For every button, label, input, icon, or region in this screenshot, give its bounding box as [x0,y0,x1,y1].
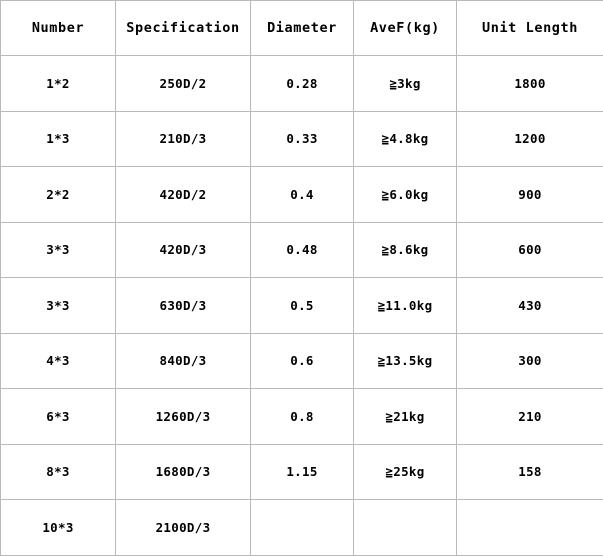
cell-specification: 420D/3 [116,222,251,278]
table-row [1,500,603,556]
cell-avef: ≧6.0kg [354,167,457,223]
table-row [1,111,603,167]
cell-diameter: 0.6 [251,333,354,389]
cell-diameter: 0.33 [251,111,354,167]
column-header-diameter: Diameter [251,1,354,56]
column-header-number: Number [1,1,116,56]
cell-avef: ≧21kg [354,389,457,445]
cell-unit-length: 600 [457,222,603,278]
cell-unit-length: 158 [457,444,603,500]
cell-unit-length: 210 [457,389,603,445]
cell-unit-length: 1800 [457,56,603,112]
cell-unit-length: 430 [457,278,603,334]
cell-diameter: 0.5 [251,278,354,334]
cell-diameter: 0.4 [251,167,354,223]
cell-number: 8*3 [1,444,116,500]
table-header-row [1,1,603,56]
cell-number: 1*2 [1,56,116,112]
cell-specification: 840D/3 [116,333,251,389]
cell-diameter: 0.8 [251,389,354,445]
table-row [1,222,603,278]
cell-specification: 210D/3 [116,111,251,167]
cell-specification: 420D/2 [116,167,251,223]
cell-unit-length [457,500,603,556]
cell-number: 3*3 [1,222,116,278]
cell-unit-length: 300 [457,333,603,389]
table-row [1,278,603,334]
cell-number: 2*2 [1,167,116,223]
table-row [1,56,603,112]
cell-specification: 630D/3 [116,278,251,334]
cell-unit-length: 900 [457,167,603,223]
cell-diameter: 1.15 [251,444,354,500]
cell-number: 6*3 [1,389,116,445]
cell-number: 3*3 [1,278,116,334]
cell-specification: 1680D/3 [116,444,251,500]
cell-avef: ≧8.6kg [354,222,457,278]
cell-number: 1*3 [1,111,116,167]
cell-avef [354,500,457,556]
cell-diameter: 0.48 [251,222,354,278]
cell-specification: 2100D/3 [116,500,251,556]
cell-diameter [251,500,354,556]
column-header-unit-length: Unit Length [457,1,603,56]
cell-specification: 1260D/3 [116,389,251,445]
cell-number: 4*3 [1,333,116,389]
table-row [1,389,603,445]
cell-avef: ≧4.8kg [354,111,457,167]
cell-avef: ≧11.0kg [354,278,457,334]
table-row [1,333,603,389]
cell-number: 10*3 [1,500,116,556]
table-row [1,167,603,223]
cell-unit-length: 1200 [457,111,603,167]
cell-avef: ≧25kg [354,444,457,500]
cell-specification: 250D/2 [116,56,251,112]
cell-diameter: 0.28 [251,56,354,112]
column-header-avef: AveF(kg) [354,1,457,56]
cell-avef: ≧13.5kg [354,333,457,389]
table-row [1,444,603,500]
column-header-specification: Specification [116,1,251,56]
cell-avef: ≧3kg [354,56,457,112]
